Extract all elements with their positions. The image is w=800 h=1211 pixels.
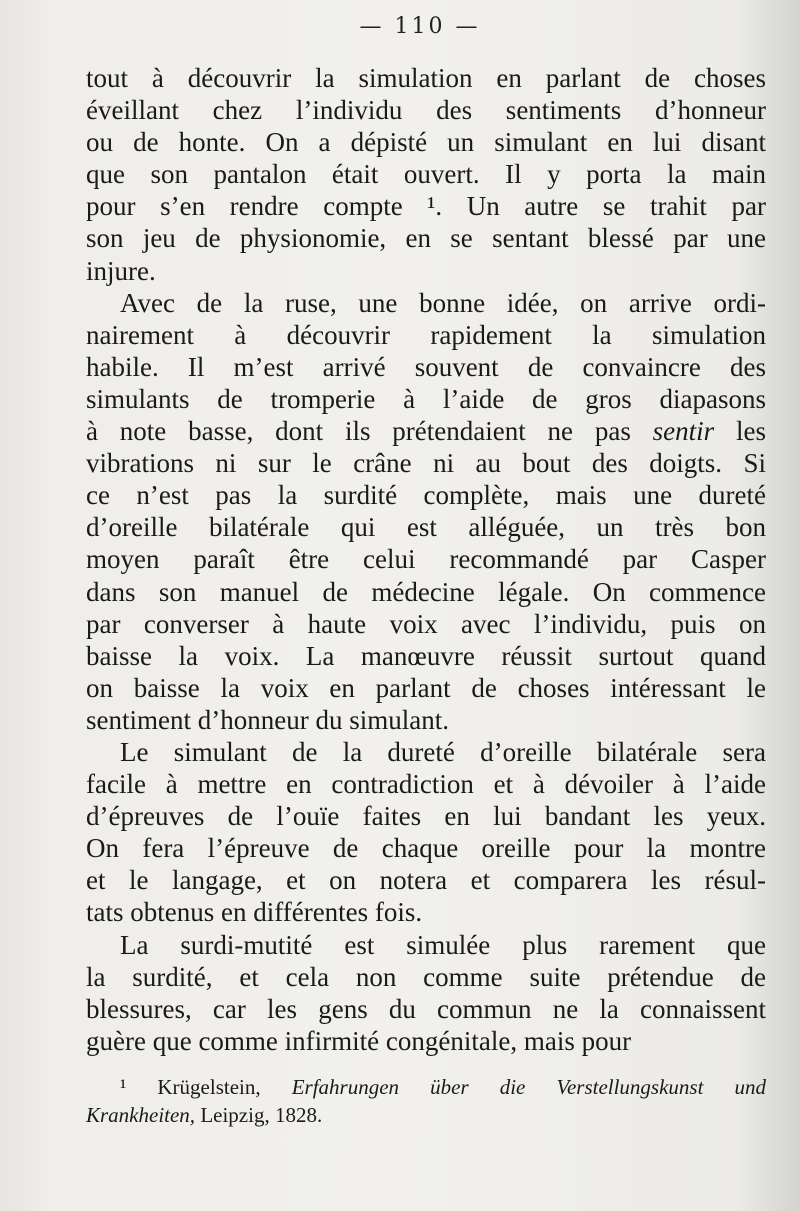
text-line: injure. [86,255,156,286]
text-line: dans son manuel de médecine légale. On commence [86,576,766,607]
text-line: on baisse la voix en parlant de choses intéressant le [86,672,766,703]
text-line: La surdi-mutité est simulée plus rarement que [120,929,766,960]
footnote [86,1073,766,1129]
text-line: moyen paraît être celui recommandé par Casper [86,544,766,575]
text-line: que son pantalon était ouvert. Il y porta la main [86,159,766,190]
emphasis: sentir [652,416,715,447]
text-line: pour s’en rendre compte ¹. Un autre se trahit par [86,191,766,222]
text-line: tout à découvrir la simulation en parlant de choses [86,63,766,93]
footnote-rest: Leipzig, 1828. [195,1103,323,1127]
text-line: On fera l’épreuve de chaque oreille pour la montre [86,833,766,864]
text-line: blessures, car les gens du commun ne la connaissent [86,993,766,1024]
footnote-title-2: Krankheiten, [86,1103,196,1127]
text-line: ou de honte. On a dépisté un simulant en lui disant [86,127,766,158]
text-line: d’oreille bilatérale qui est alléguée, un très bon [86,512,766,543]
text-line: tats obtenus en différentes fois. [86,897,423,928]
text-line: ce n’est pas la surdité complète, mais une dureté [86,480,766,511]
footnote-marker: ¹ [120,1075,127,1099]
text-line: sentiment d’honneur du simulant. [86,704,449,735]
paragraph [86,287,766,736]
text-line: par converser à haute voix avec l’individu, puis on [86,608,766,639]
paragraph [86,736,766,929]
text-line: Avec de la ruse, une bonne idée, on arrive ordi- [120,287,766,318]
paragraph [86,62,766,287]
text-line: simulants de tromperie à l’aide de gros diapasons [86,383,766,414]
text-line: d’épreuves de l’ouïe faites en lui bandant les yeux. [86,801,766,832]
text-line: facile à mettre en contradiction et à dévoiler à l’aide [86,769,766,800]
footnote-title-1: Erfahrungen über die Verstellungskunst und [291,1075,767,1099]
footnote-line-2 [86,1101,766,1129]
text-line: guère que comme infirmité congénitale, mais pour [86,1025,632,1056]
text-line: la surdité, et cela non comme suite prétendue de [86,961,766,992]
paragraph [86,929,766,1057]
text-line: à note basse, dont ils prétendaient ne pas sentir les [86,416,766,447]
footnote-line-1 [86,1073,766,1101]
text-line: Le simulant de la dureté d’oreille bilatérale sera [120,736,766,767]
text-line: et le langage, et on notera et comparera les résul- [86,865,766,896]
text-line: nairement à découvrir rapidement la simulation [86,319,766,350]
footnote-author: Krügelstein, [157,1075,261,1099]
text-line: éveillant chez l’individu des sentiments d’honneur [86,95,766,126]
body-text [86,62,766,1057]
text-line: baisse la voix. La manœuvre réussit surtout quand [86,640,766,671]
text-line: vibrations ni sur le crâne ni au bout des doigts. Si [86,448,766,479]
text-line: habile. Il m’est arrivé souvent de convaincre des [86,351,766,382]
text-line: son jeu de physionomie, en se sentant blessé par une [86,223,766,254]
page-number: — 110 — [359,14,481,39]
